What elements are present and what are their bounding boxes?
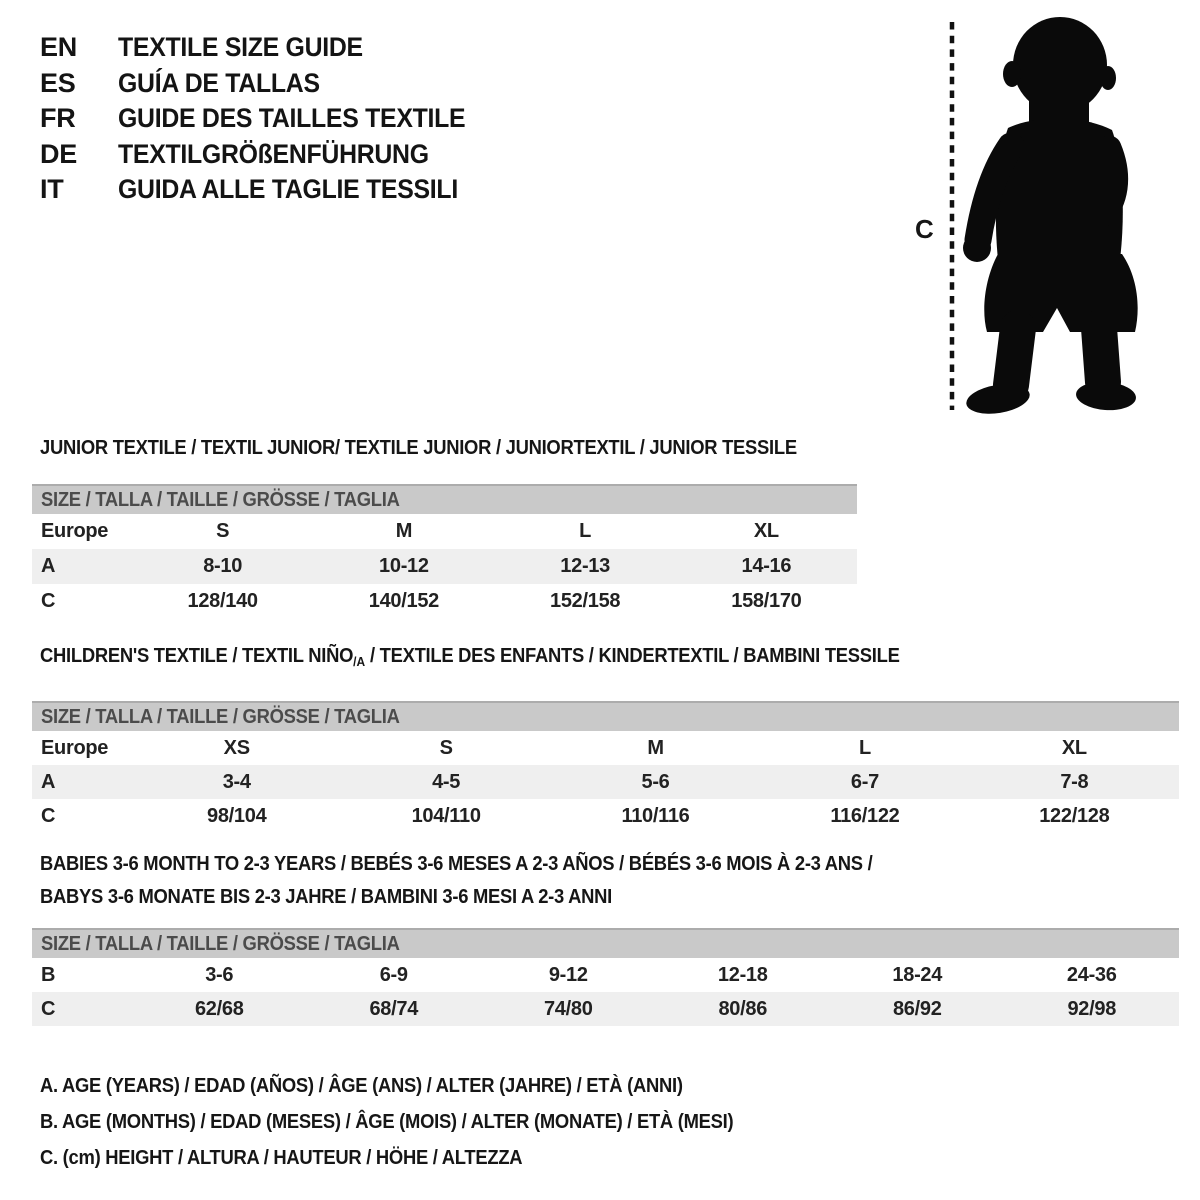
table-cell: 12-13 [560, 555, 610, 577]
children-size-table [32, 701, 1179, 833]
size-table-header [32, 701, 1179, 731]
table-cell: 98/104 [207, 804, 267, 827]
table-cell: XL [1061, 736, 1087, 759]
row-label: C [41, 997, 56, 1020]
table-cell: 4-5 [432, 770, 461, 793]
table-cell: 152/158 [550, 590, 621, 612]
table-cell: 3-6 [205, 963, 234, 986]
table-cell: 9-12 [548, 963, 588, 986]
table-cell: 62/68 [194, 997, 244, 1020]
table-cell: 6-9 [379, 963, 408, 986]
size-table-header-text: SIZE / TALLA / TAILLE / GRÖSSE / TAGLIA [41, 705, 400, 728]
table-cell: 128/140 [187, 590, 258, 612]
table-cell: L [858, 736, 871, 759]
footnote-c [40, 1140, 794, 1176]
junior-size-table [32, 484, 857, 619]
footnote-text: C. (cm) HEIGHT / ALTURA / HAUTEUR / HÖHE / ALTEZZA [40, 1146, 523, 1169]
table-cell: L [579, 520, 592, 542]
table-cell: 140/152 [368, 590, 439, 612]
title-prefix: CHILDREN'S TEXTILE / TEXTIL NIÑO [40, 645, 354, 667]
title-subscript: /A [353, 654, 366, 669]
table-cell: 158/170 [731, 590, 802, 612]
section-title-junior [40, 437, 863, 460]
table-cell: 14-16 [741, 555, 792, 577]
table-cell: 8-10 [203, 555, 243, 577]
row-label: Europe [41, 736, 109, 759]
table-cell: 86/92 [892, 997, 942, 1020]
table-row [32, 549, 857, 584]
babies-size-table [32, 928, 1179, 1026]
table-cell: M [395, 520, 413, 542]
row-label: C [41, 590, 56, 612]
size-figure [905, 10, 1150, 420]
footnote-text: B. AGE (MONTHS) / EDAD (MESES) / ÂGE (MOIS) / ALTER (MONATE) / ETÀ (MESI) [40, 1110, 734, 1133]
table-cell: 68/74 [369, 997, 419, 1020]
language-code: FR [40, 103, 76, 134]
table-row [32, 799, 1179, 833]
table-cell: 74/80 [543, 997, 593, 1020]
table-cell: 10-12 [379, 555, 429, 577]
table-row [32, 958, 1179, 992]
section-title-line1: BABIES 3-6 MONTH TO 2-3 YEARS / BEBÉS 3-6 MESES A 2-3 AÑOS / BÉBÉS 3-6 MOIS À 2-3 ANS / [40, 853, 873, 875]
size-table-header-text: SIZE / TALLA / TAILLE / GRÖSSE / TAGLIA [41, 488, 400, 511]
table-cell: 122/128 [1039, 804, 1110, 827]
table-cell: 116/122 [830, 804, 900, 827]
language-row [40, 137, 496, 173]
row-label: A [41, 770, 56, 793]
table-cell: 6-7 [850, 770, 879, 793]
table-cell: S [439, 736, 453, 759]
language-row [40, 66, 496, 102]
table-row [32, 765, 1179, 799]
language-code: IT [40, 174, 64, 205]
size-table-header [32, 484, 857, 514]
section-title-children [40, 645, 974, 669]
footnote-a [40, 1068, 794, 1104]
table-cell: 7-8 [1060, 770, 1089, 793]
table-cell: 110/116 [621, 804, 690, 827]
language-label: TEXTILGRÖßENFÜHRUNG [118, 138, 429, 169]
table-cell: XL [753, 520, 779, 542]
language-label: GUIDE DES TAILLES TEXTILE [118, 103, 466, 134]
table-row [32, 731, 1179, 765]
size-table-header-text: SIZE / TALLA / TAILLE / GRÖSSE / TAGLIA [41, 932, 400, 955]
table-cell: 104/110 [411, 804, 481, 827]
table-cell: 80/86 [718, 997, 768, 1020]
legend [40, 1068, 794, 1176]
table-cell: 24-36 [1066, 963, 1117, 986]
language-code: ES [40, 67, 76, 98]
language-guide [40, 30, 496, 208]
table-row [32, 514, 857, 549]
section-title-line2: BABYS 3-6 MONATE BIS 2-3 JAHRE / BAMBINI 3-6 MESI A 2-3 ANNI [40, 886, 612, 908]
table-cell: XS [223, 736, 250, 759]
size-table-header [32, 928, 1179, 958]
language-code: DE [40, 138, 77, 169]
footnote-text: A. AGE (YEARS) / EDAD (AÑOS) / ÂGE (ANS) / ALTER (JAHRE) / ETÀ (ANNI) [40, 1074, 683, 1097]
language-row [40, 30, 496, 66]
table-cell: 3-4 [222, 770, 251, 793]
section-title-text [40, 645, 900, 669]
language-label: GUÍA DE TALLAS [118, 67, 320, 98]
row-label: C [41, 804, 56, 827]
title-suffix: / TEXTILE DES ENFANTS / KINDERTEXTIL / BAMBINI TESSILE [365, 645, 900, 667]
table-cell: S [216, 520, 230, 542]
height-marker-label: C [915, 214, 934, 244]
row-label: Europe [41, 520, 109, 542]
table-cell: 92/98 [1067, 997, 1117, 1020]
table-cell: 5-6 [641, 770, 670, 793]
language-row [40, 172, 496, 208]
table-cell: M [647, 736, 664, 759]
row-label: A [41, 555, 56, 577]
language-row [40, 101, 496, 137]
section-title-text: JUNIOR TEXTILE / TEXTIL JUNIOR/ TEXTILE JUNIOR / JUNIORTEXTIL / JUNIOR TESSILE [40, 437, 797, 459]
row-label: B [41, 963, 56, 986]
table-row [32, 584, 857, 619]
language-label: GUIDA ALLE TAGLIE TESSILI [118, 174, 458, 205]
toddler-silhouette-icon [963, 17, 1138, 418]
language-code: EN [40, 32, 77, 63]
table-cell: 12-18 [717, 963, 768, 986]
language-label: TEXTILE SIZE GUIDE [118, 32, 363, 63]
footnote-b [40, 1104, 794, 1140]
table-row [32, 992, 1179, 1026]
table-cell: 18-24 [892, 963, 943, 986]
section-title-babies [40, 848, 945, 914]
